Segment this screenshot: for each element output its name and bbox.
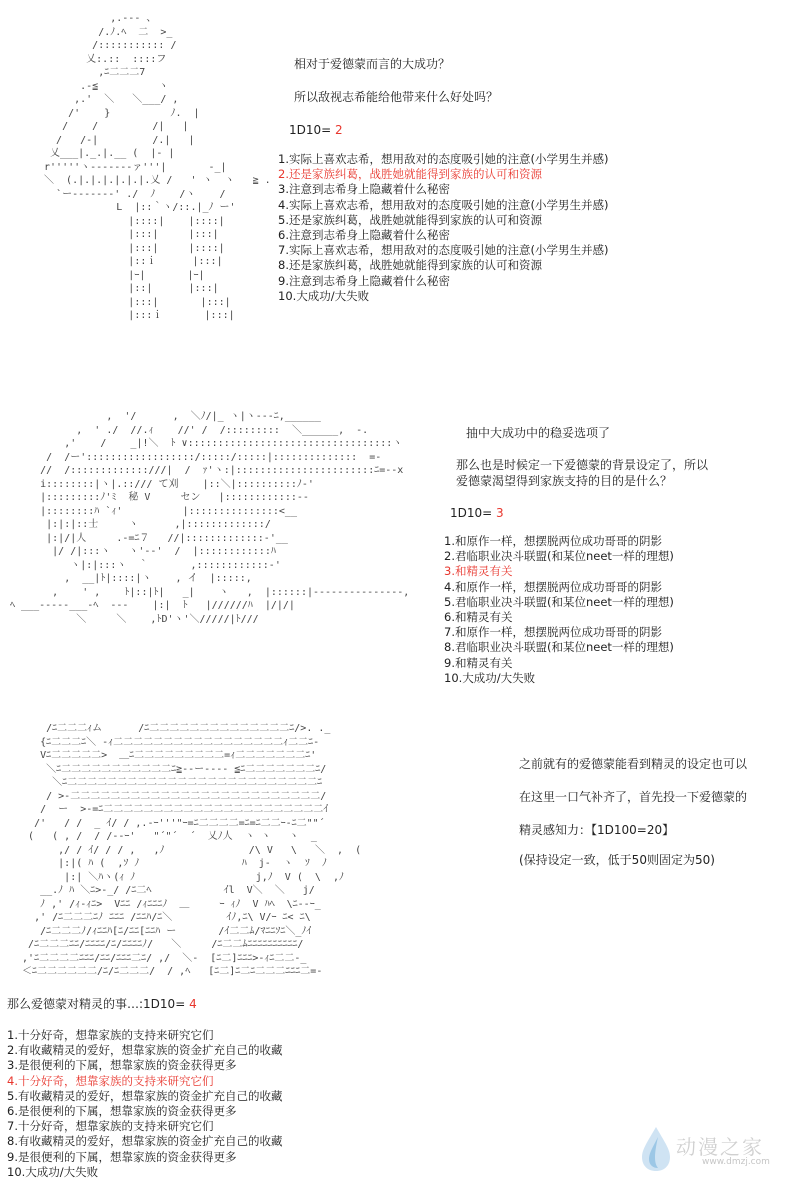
dice-label: 1D10= <box>289 123 336 137</box>
section3-paragraph-4: (保持设定一致，低于50则固定为50) <box>519 853 715 867</box>
section4-dice-line <box>7 997 197 1012</box>
option-item: 8.君临职业决斗联盟(和某位neet一样的理想) <box>444 640 674 655</box>
option-item: 8.还是家族纠葛，战胜她就能得到家族的认可和资源 <box>278 258 542 273</box>
option-item: 6.和精灵有关 <box>444 610 513 625</box>
dice-value: 2 <box>335 123 343 137</box>
ascii-art-3: /ﾆ二二二ｨム /ﾆ二二二二二二二二二二二二二二ﾆ/>. ._ {ﾆ二二二ﾆ＼ -ｨ二二二二二二二二二二二二二二二二二ｨ二二ﾆ- Vﾆ二二二二二> ＿ﾆ二二二二二二二二二=ｨ二二二二二二二ﾆ' ＼ﾆ二二二二二二二二二二二ﾆ≧--ー---- ≦ﾆ二二二二二二二ﾆ/ ＼ﾆ二二二二二二二二二二二二二二二二二二二二二二二二二ﾆ / >-二二二二二二二二二二二二二二二二二二二二二二二二二/ / ー >-=ﾆ二二二二二二二二二二二二二二二二二二二二二二ｲ /' / / _ ｲ/ / ,.-ｰ'''"ｰ=ﾆ二二二二=ﾆ=ﾆ二二ｰ-ﾆ二""´ ( ( , / / /--ｰ' "´"´ ´ 乂ﾉ人 ヽ ヽ ヽ _ ,/ / ｲ/ / / , ,ﾉ /\ V \ ＼ , ( |:|( ﾊ ( ,ｿ ﾉ ﾊ j- ヽ ｿ ﾉ |:| ＼ﾊヽ(ｨ ﾉ j,ﾉ V ( \ ,ﾉ __.ﾉ ﾊ ＼ﾆ>-_/ /ﾆ二ﾍ ｲl V＼ ＼ j/ ﾉ ,' /ｨ-ｨﾆ> Vﾆﾆ /ｨﾆﾆﾆﾉ ＿ ｰ ｨﾉ V ﾊﾍ \ﾆ--ｰ_ ,' /ﾆ二二二ﾆﾉ ﾆﾆﾆ /ﾆﾆﾊ/ﾆ＼ ｲﾉ,ﾆ\ V/ｰ ﾆ< ﾆ\ /ﾆ二二二ﾉ/ｨﾆﾆﾊ[ﾆ/ﾆﾆ[ﾆﾆﾊ ー /ｲ二二ﾑ/ﾏﾆﾆｿﾆ＼_ﾉｲ /ﾆ二二二ﾆﾆ/ﾆﾆﾆﾆ/ﾆ/ﾆﾆﾆﾆﾉ/ ＼ /ﾆ二二ﾑﾆﾆﾆﾆﾆﾆﾆﾆﾆﾆ/ ,'ﾆ二二二二ﾆﾆﾆ/ﾆﾆ/ﾆﾆﾆ二ﾆ/ ,/ ＼- [ﾆ二]ﾆﾆﾆ>-ｨﾆ二二-_ ＜ﾆ二二二二二二/ﾆ/ﾆ二二二/ / ,ﾍ [ﾆ二]ﾆ二ﾆ二二二ﾆﾆﾆ二=- <box>22 723 362 977</box>
option-item: 5.君临职业决斗联盟(和某位neet一样的理想) <box>444 594 674 609</box>
section4-option-list <box>7 1028 282 1180</box>
option-item: 10.大成功/大失败 <box>444 670 536 685</box>
dice-value: 4 <box>189 997 197 1011</box>
option-item: 7.十分好奇，想靠家族的支持来研究它们 <box>7 1119 214 1134</box>
option-item: 4.和原作一样，想摆脱两位成功哥哥的阴影 <box>444 579 662 594</box>
section3-paragraph-3: 精灵感知力：【1D100=20】 <box>519 823 675 837</box>
option-item: 2.君临职业决斗联盟(和某位neet一样的理想) <box>444 549 674 564</box>
option-item: 3.是很便利的下属，想靠家族的资金获得更多 <box>7 1058 237 1073</box>
option-item: 2.有收藏精灵的爱好，想靠家族的资金扩充自己的收藏 <box>7 1043 283 1058</box>
option-item: 10.大成功/大失败 <box>7 1164 99 1179</box>
section2-dice-line <box>450 506 504 521</box>
section1-question-1: 相对于爱德蒙而言的大成功？ <box>294 57 451 71</box>
ascii-art-1: ,.--- 、 /.ﾉ.ﾍ 二 >_ /::::::::::: / 乂:.:: ::::フ ,ﾆ二二二7 .-≦ ヽ ,.' ＼ ＼___/ , /' } ﾉ. | / / /| | / /-| /.| | 乂___|._.|.__ ( |- | r'''''ヽ-------ァ'''| -_| ＼ (.|.|.|.|.|.|.乂 / ' ヽ ヽ ≧ . `ー-------' ./ ﾉ /ヽ / L |::｀ヽ/::.|_ﾉ ー' |::::| |::::| |:::| |:::| |:::| |::::| |::ｉ |:::| |ｰ| |ｰ| |::| |:::| |:::| |:::| |:::ｉ |:::| <box>44 13 271 321</box>
dice-label: 1D10= <box>450 506 497 520</box>
section2-option-list <box>444 534 674 686</box>
watermark-title: 动漫之家 <box>676 1135 764 1159</box>
option-item: 5.有收藏精灵的爱好，想靠家族的资金扩充自己的收藏 <box>7 1088 283 1103</box>
option-item: 1.十分好奇，想靠家族的支持来研究它们 <box>7 1028 214 1042</box>
option-item: 9.是很便利的下属，想靠家族的资金获得更多 <box>7 1149 237 1164</box>
ink-drop-logo-icon <box>636 1125 676 1173</box>
option-item: 7.实际上喜欢志希，想用敌对的态度吸引她的注意(小学男生并感) <box>278 243 609 258</box>
section3-paragraph-1: 之前就有的爱德蒙能看到精灵的设定也可以 <box>519 757 748 771</box>
section3-paragraph-2: 在这里一口气补齐了，首先投一下爱德蒙的 <box>519 790 748 804</box>
option-item: 6.是很便利的下属，想靠家族的资金获得更多 <box>7 1104 237 1119</box>
option-item: 1.实际上喜欢志希，想用敌对的态度吸引她的注意(小学男生并感) <box>278 152 609 166</box>
option-item: 5.还是家族纠葛，战胜她就能得到家族的认可和资源 <box>278 212 542 227</box>
option-item: 4.实际上喜欢志希，想用敌对的态度吸引她的注意(小学男生并感) <box>278 197 609 212</box>
dice-label: 那么爱德蒙对精灵的事…:1D10= <box>7 997 190 1011</box>
option-item: 6.注意到志希身上隐藏着什么秘密 <box>278 228 450 243</box>
option-item: 4.十分好奇，想靠家族的支持来研究它们 <box>7 1073 214 1088</box>
option-item: 7.和原作一样，想摆脱两位成功哥哥的阴影 <box>444 625 662 640</box>
section1-question-2: 所以敌视志希能给他带来什么好处吗？ <box>294 90 499 104</box>
ascii-art-2: , '/ , ＼ﾉ/|_ ヽ|ヽ---ﾆ,______ , ' ./ //.ｨ //' / /::::::::: ＼______, -. ,' / _|!＼ ﾄ ∨::::::::::::::::::::::::::::::::::ヽ / /ー'::::::::::::::::::/:::::/:::::|:::::::::::::: =- // /:::::::::::::///| / ｧ'ヽ:|:::::::::::::::::::::::ﾆ=--x i::::::::|ヽ|.::/// て刈 |::＼|::::::::::ﾉ-' |:::::::::ﾉ'ﾐ 秘 V セン |::::::::::::-- |::::::::ﾊ `ｨ' |:::::::::::::::<__ |:|:|::士 ヽ ,|:::::::::::::/ |:|/|人 .-=ﾆ７ //|:::::::::::::-'__ |/ /|:::ヽ ヽ'--' / |::::::::::::ﾊ ヽ|:|:::ヽ ｀ ,::::::::::::-' , __|ﾄ|::::|ヽ , イ |:::::, , ' , ﾄ|::|ﾄ| _| ヽ , |::::::|---------------, ﾍ ___-----___-ﾍ --- |:| ﾄ |//////ﾊ |/|/| ＼ ＼ ,ﾄD'ヽ'＼/////|ﾄ/// <box>10 411 410 625</box>
option-item: 9.注意到志希身上隐藏着什么秘密 <box>278 273 450 288</box>
option-item: 10.大成功/大失败 <box>278 288 370 303</box>
option-item: 1.和原作一样，想摆脱两位成功哥哥的阴影 <box>444 534 662 548</box>
option-item: 3.注意到志希身上隐藏着什么秘密 <box>278 182 450 197</box>
section2-question-2: 爱德蒙渴望得到家族支持的目的是什么？ <box>456 474 673 488</box>
section2-question-1: 那么也是时候定一下爱德蒙的背景设定了，所以 <box>456 458 709 472</box>
watermark-url: www.dmzj.com <box>702 1157 770 1167</box>
option-item: 8.有收藏精灵的爱好，想靠家族的资金扩充自己的收藏 <box>7 1134 283 1149</box>
dice-value: 3 <box>496 506 504 520</box>
section1-dice-line <box>289 123 343 138</box>
section1-option-list <box>278 152 608 304</box>
option-item: 2.还是家族纠葛，战胜她就能得到家族的认可和资源 <box>278 167 542 182</box>
site-watermark <box>636 1125 786 1175</box>
option-item: 3.和精灵有关 <box>444 564 513 579</box>
section2-note: 抽中大成功中的稳妥选项了 <box>466 426 611 440</box>
option-item: 9.和精灵有关 <box>444 655 513 670</box>
